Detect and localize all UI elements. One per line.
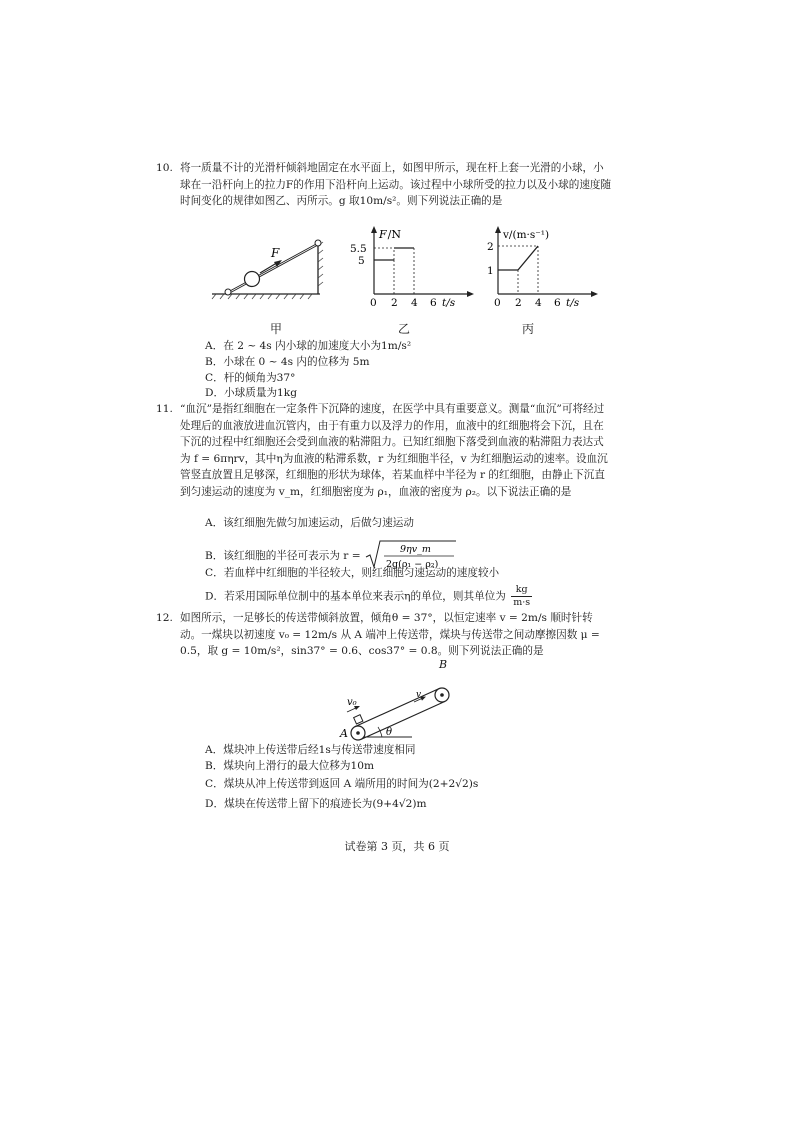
point-a-label: A — [340, 727, 348, 740]
q12-option-b: B．煤块向上滑行的最大位移为10m — [205, 760, 375, 772]
figure-bing-velocity-graph — [474, 226, 604, 308]
formula-denominator: 2g(ρ₁ − ρ₂) — [385, 559, 439, 570]
x-tick-label: 6 — [554, 297, 561, 308]
question-12 — [156, 610, 612, 660]
caption-bing: 丙 — [522, 322, 535, 336]
x-tick-label: 2 — [515, 297, 522, 308]
y-tick-label: 5.5 — [350, 243, 367, 255]
q10-option-c: C．杆的倾角为37° — [205, 372, 296, 384]
x-tick-label: 0 — [494, 297, 501, 308]
page-footer: 试卷第 3 页，共 6 页 — [344, 840, 450, 853]
q11-option-d — [205, 584, 532, 609]
point-b-label: B — [439, 658, 448, 671]
x-tick-label: 6 — [430, 297, 437, 308]
x-axis-label: t/s — [442, 297, 456, 308]
v-label: v — [416, 690, 422, 700]
unit-denominator: m·s — [513, 597, 531, 608]
q10-option-a: A．在 2 ~ 4s 内小球的加速度大小为1m/s² — [205, 340, 412, 352]
figure-yi-force-graph — [350, 226, 480, 308]
q10-option-d: D．小球质量为1kg — [205, 387, 297, 399]
question-text: “血沉”是指红细胞在一定条件下沉降的速度，在医学中具有重要意义。测量“血沉”可将经过处理后的血液放进血沉管内，由于有重力以及浮力的作用，血液中的红细胞将会下沉，且在下沉的过程中红细胞还会受到血液的粘滞阻力。已知红细胞下落受到血液的粘滞阻力表达式为 f = 6πηrv，其中η为血液的粘滞系数，r 为红细胞半径，v 为红细胞运动的速率。设血沉管竖直放置且足够深，红细胞的形状为球体，若某血样中半径为 r 的红细胞，由静止下沉直到匀速运动的速度为 v_m，红细胞密度为 ρ₁，血液的密度为 ρ₂。以下说法正确的是 — [180, 403, 608, 498]
x-tick-label: 4 — [535, 297, 542, 308]
y-tick-label: 1 — [487, 265, 494, 277]
option-b-text: B．该红细胞的半径可表示为 r = — [205, 550, 361, 562]
q12-option-a: A．煤块冲上传送带后经1s与传送带速度相同 — [205, 744, 416, 756]
q11-option-a: A．该红细胞先做匀加速运动，后做匀速运动 — [205, 517, 414, 529]
y-axis-label: v/(m·s⁻¹) — [503, 229, 550, 241]
formula-numerator: 9ηv_m — [399, 544, 431, 555]
question-number: 12. — [156, 612, 173, 624]
x-axis-label: t/s — [566, 297, 580, 308]
y-tick-label: 2 — [487, 241, 494, 253]
question-number: 11. — [156, 403, 173, 415]
q12-option-c: C．煤块从冲上传送带到返回 A 端所用的时间为(2+2√2)s — [205, 778, 479, 790]
y-axis-label: F/N — [379, 228, 401, 241]
question-11 — [156, 401, 612, 501]
option-d-text: D．若采用国际单位制中的基本单位来表示η的单位，则其单位为 — [205, 590, 506, 603]
figure-jia-incline — [210, 232, 335, 300]
question-text: 将一质量不计的光滑杆倾斜地固定在水平面上，如图甲所示，现在杆上套一光滑的小球，小球在一沿杆向上的拉力F的作用下沿杆向上运动。该过程中小球所受的拉力以及小球的速度随时间变化的规律如图乙、丙所示。g 取10m/s²。则下列说法正确的是 — [180, 162, 612, 208]
ball — [245, 272, 260, 287]
unit-numerator: kg — [511, 584, 532, 597]
caption-yi: 乙 — [398, 322, 411, 336]
question-text: 如图所示，一足够长的传送带倾斜放置，倾角θ = 37°，以恒定速率 v = 2m/s 顺时针转动。一煤块以初速度 v₀ = 12m/s 从 A 端冲上传送带，煤块与传送带之间动摩擦因数 μ = 0.5，取 g = 10m/s²，sin37° = 0.6、cos37° = 0.8。则下列说法正确的是 — [180, 612, 600, 658]
q12-option-d: D．煤块在传送带上留下的痕迹长为(9+4√2)m — [205, 798, 427, 810]
coal-block — [354, 715, 363, 724]
caption-jia: 甲 — [270, 322, 283, 336]
y-tick-label: 5 — [358, 255, 365, 267]
q11-option-c: C．若血样中红细胞的半径较大，则红细胞匀速运动的速度较小 — [205, 567, 500, 579]
angle-label: θ — [386, 727, 393, 738]
x-tick-label: 4 — [411, 297, 418, 308]
unit-fraction — [511, 584, 532, 609]
force-label: F — [271, 246, 280, 260]
figure-conveyor-belt — [338, 685, 458, 745]
question-number: 10. — [156, 162, 173, 174]
x-tick-label: 2 — [391, 297, 398, 308]
x-tick-label: 0 — [370, 297, 377, 308]
question-10 — [156, 160, 612, 210]
q10-option-b: B．小球在 0 ~ 4s 内的位移为 5m — [205, 356, 370, 368]
v0-label: v₀ — [347, 697, 357, 708]
